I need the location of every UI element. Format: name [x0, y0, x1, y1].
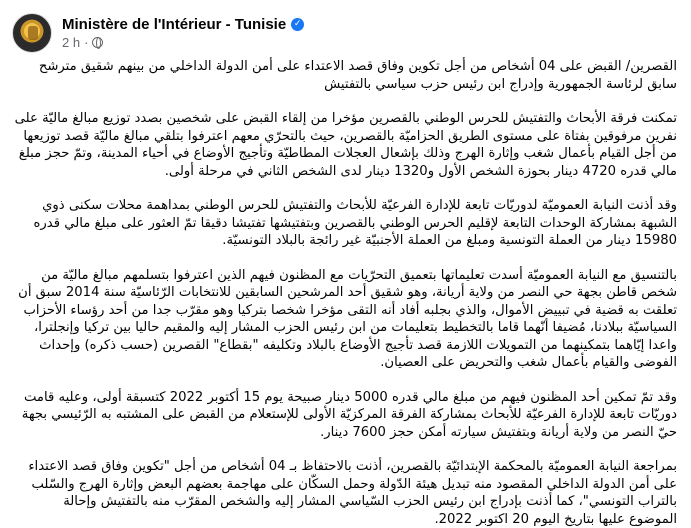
post-body — [0, 58, 691, 528]
post-paragraph: تمكنت فرقة الأبحاث والتفتيش للحرس الوطني بالقصرين مؤخرا من إلقاء القبض على شخصين بصدد توزيع مبالغ ماليّة على نفرين مرفوقين بفتاة على مستوى الطريق الحزاميّة بالقصرين، حيث بالتحرّي معهم اعترفوا بتلقي مبالغ ماليّة قصد توزيعها من أجل القيام بأعمال شغب وإثارة الهرج وذلك بإشعال العجلات المطاطيّة وتأجيج الأوضاع في أحياء المدينة، وتمّ حجز مبلغ مالي قدره 4720 دينار بحوزة الشخص الأول و1320 دينار لدى الشخص الثاني في مرحلة أولى. — [14, 111, 677, 179]
post-paragraph: وقد أذنت النيابة العموميّة لدوريّات تابعة للإدارة الفرعيّة للأبحاث والتفتيش للحرس الوطني بمداهمة محلات سكنى ذوي الشبهة بمشاركة الوحدات التابعة لإقليم الحرس الوطني بالقصرين وبتفتيشها تفتيشا دقيقا تمّ العثور على مبلغ مالي قدره 15980 دينار من العملة التونسية ومبلغ من العملة الأجنبيّة غير رائجة بالبلاد التونسيّة. — [33, 198, 677, 248]
globe-icon[interactable] — [92, 37, 103, 48]
name-row — [62, 16, 304, 33]
separator-dot: · — [84, 35, 89, 50]
post-subline — [62, 35, 304, 50]
page-avatar[interactable] — [12, 13, 52, 53]
post-timestamp[interactable]: 2 h — [62, 35, 81, 50]
post-paragraph: بمراجعة النيابة العموميّة بالمحكمة الإبتدائيّة بالقصرين، أذنت بالاحتفاظ بـ 04 أشخاص من أجل "تكوين وفاق قصد الاعتداء على أمن الدولة الداخلي المقصود منه تبديل هيئة الدّولة وحمل السكّان على مهاجمة بعضهم البعض وإثارة الهرج والسّلب بالتراب التونسي"، كما أذنت بإدراج ابن رئيس الحزب السّياسي المشار إليه والشخص المقرّب منه بالتفتيش وإحالة الموضوع عليها بتاريخ اليوم 20 اكتوبر 2022. — [28, 459, 677, 527]
post-meta — [62, 16, 304, 50]
post-paragraph-headline: القصرين/ القبض على 04 أشخاص من أجل تكوين وفاق قصد الاعتداء على أمن الدولة الداخلي من بينهم شقيق مترشح سابق لرئاسة الجمهورية وإدراج ابن رئيس حزب سياسي بالتفتيش — [38, 59, 677, 92]
post-header — [0, 0, 691, 58]
verified-badge-icon: ✓ — [291, 18, 304, 31]
post-paragraph: وقد تمّ تمكين أحد المظنون فيهم من مبلغ مالي قدره 5000 دينار صبيحة يوم 15 أكتوبر 2022 كتسبقة أولى، وعليه قامت دوريّات تابعة للإدارة الفرعيّة للأبحاث بمشاركة الفرقة المركزيّة الأولى للإستعلام من القبض على المشتبه به الرّئيسي بجهة حيّ النصر من ولاية أريانة وبتفتيش سيارته أمكن حجز 7600 دينار. — [21, 389, 677, 440]
page-name-link[interactable]: Ministère de l'Intérieur - Tunisie — [62, 16, 287, 33]
post-paragraph: بالتنسيق مع النيابة العموميّة أسدت تعليماتها بتعميق التحرّيات مع المظنون فيهم الذين اعترفوا بتسلمهم مبالغ ماليّة من شخص قاطن بجهة حي النصر من ولاية أريانة، وهو شقيق أحد المرشحين السابقين للانتخابات الرّئاسيّة سنة 2014 سبق أن تعلقت به قضية في تبييض الأموال، والذي بجلبه أفاد أنه التقى مؤخرا شخصا بتركيا وهو مقرّب جدا من أحد رؤساء الأحزاب السياسيّة ببلادنا، مُضيفا أنّهما قاما بالتخطيط بتعليمات من ابن رئيس الحزب المشار إليه والمقيم حاليا بين تركيا وإنجلترا، واعدا إيّاهما بتمكينهما من التمويلات اللازمة قصد تأجيج الأوضاع بالبلاد وتكليفه "بقطاع" القصرين (حسب ذكره) وإحداث الفوضى والقيام بأعمال شغب والتحريض على العصيان. — [18, 267, 677, 370]
